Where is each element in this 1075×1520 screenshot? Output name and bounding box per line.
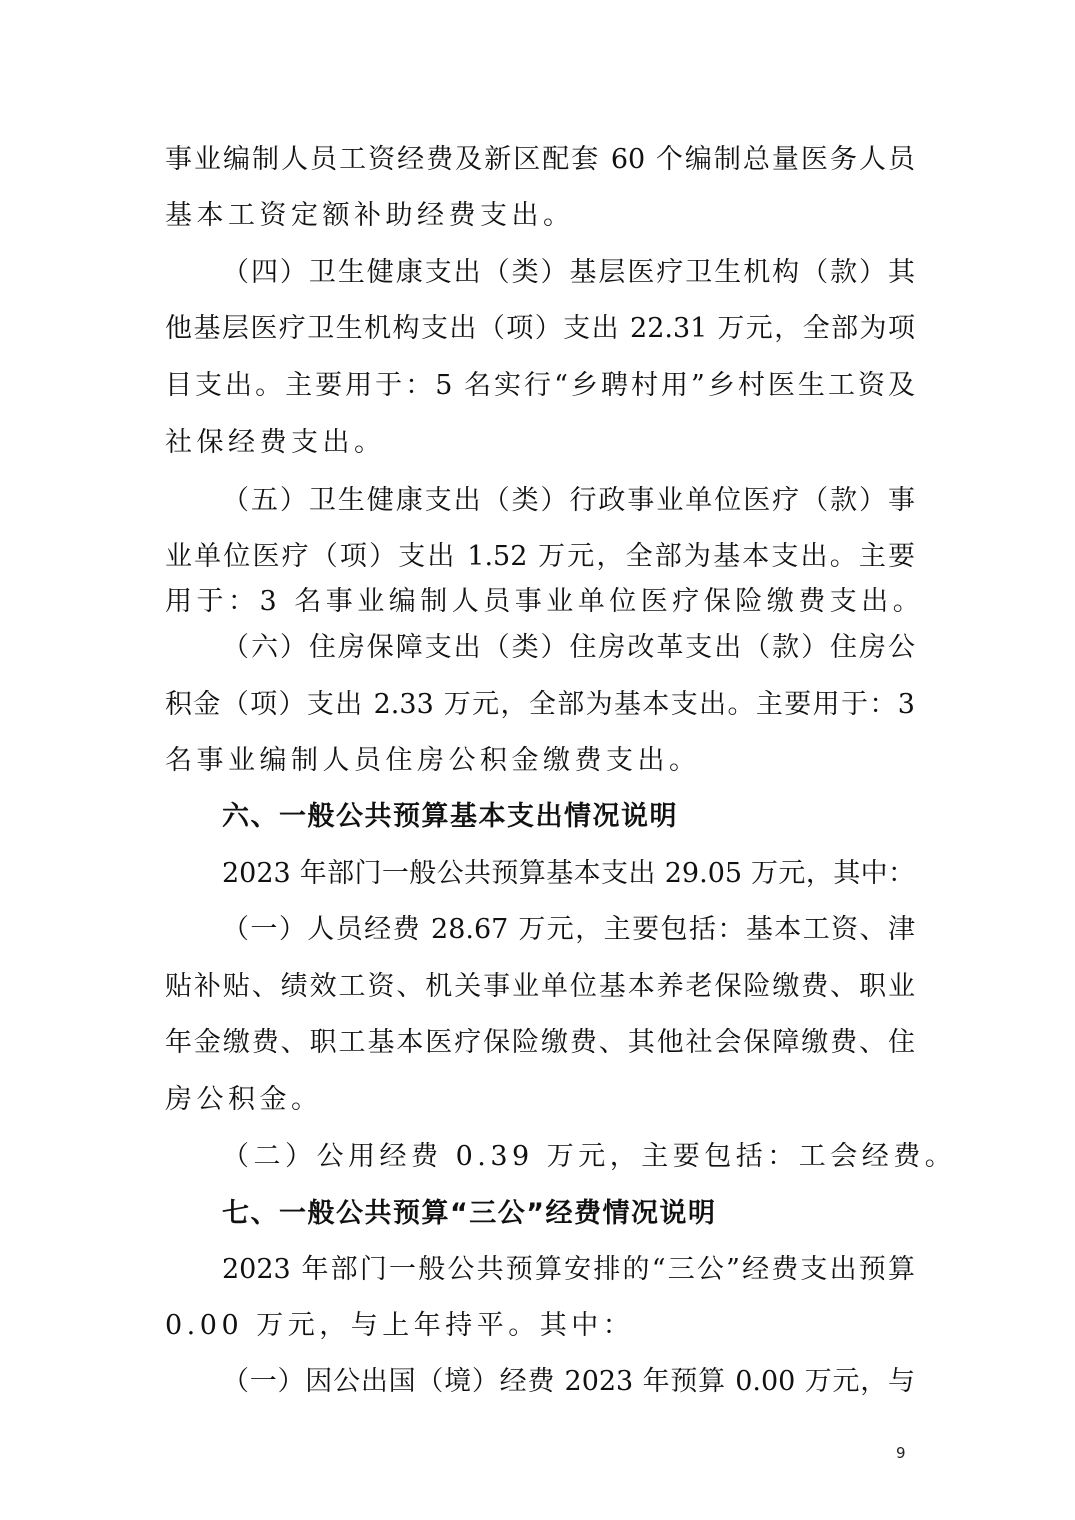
paragraph-line: （四）卫生健康支出（类）基层医疗卫生机构（款）其 (222, 257, 915, 288)
section-heading-6: 六、一般公共预算基本支出情况说明 (222, 801, 678, 832)
paragraph-line: 贴补贴、绩效工资、机关事业单位基本养老保险缴费、职业 (165, 971, 915, 1002)
paragraph-line: 房公积金。 (165, 1084, 323, 1115)
section-heading-7: 七、一般公共预算“三公”经费情况说明 (222, 1198, 717, 1229)
page-number: 9 (896, 1444, 906, 1462)
paragraph-line: （一）人员经费 28.67 万元，主要包括：基本工资、津 (222, 914, 915, 945)
paragraph-line: 名事业编制人员住房公积金缴费支出。 (165, 745, 701, 776)
paragraph-line: 事业编制人员工资经费及新区配套 60 个编制总量医务人员 (165, 144, 915, 175)
paragraph-line: 0.00 万元，与上年持平。其中： (165, 1310, 635, 1341)
paragraph-line: 基本工资定额补助经费支出。 (165, 200, 575, 231)
paragraph-line: （六）住房保障支出（类）住房改革支出（款）住房公 (222, 632, 915, 663)
paragraph-line: （五）卫生健康支出（类）行政事业单位医疗（款）事 (222, 485, 915, 516)
paragraph-line: 2023 年部门一般公共预算基本支出 29.05 万元，其中： (222, 858, 915, 889)
paragraph-line: （二）公用经费 0.39 万元，主要包括：工会经费。 (222, 1141, 957, 1172)
paragraph-line: 用于：3 名事业编制人员事业单位医疗保险缴费支出。 (165, 586, 925, 617)
paragraph-line: 他基层医疗卫生机构支出（项）支出 22.31 万元，全部为项 (165, 313, 915, 344)
paragraph-line: 2023 年部门一般公共预算安排的“三公”经费支出预算 (222, 1254, 915, 1285)
paragraph-line: （一）因公出国（境）经费 2023 年预算 0.00 万元，与 (222, 1366, 915, 1397)
paragraph-line: 业单位医疗（项）支出 1.52 万元，全部为基本支出。主要 (165, 541, 915, 572)
paragraph-line: 社保经费支出。 (165, 427, 386, 458)
paragraph-line: 积金（项）支出 2.33 万元，全部为基本支出。主要用于：3 (165, 689, 915, 720)
paragraph-line: 年金缴费、职工基本医疗保险缴费、其他社会保障缴费、住 (165, 1027, 915, 1058)
paragraph-line: 目支出。主要用于：5 名实行“乡聘村用”乡村医生工资及 (165, 370, 915, 401)
